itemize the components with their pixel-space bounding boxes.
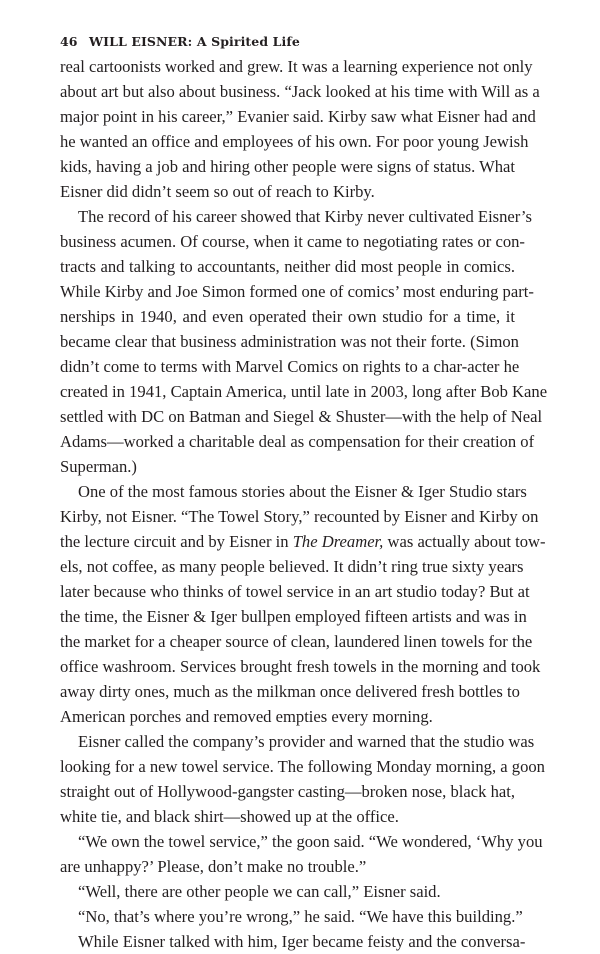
text-line: later because who thinks of towel service in an art studio today? But at [60, 582, 530, 601]
body-text [60, 54, 548, 954]
text-line: nerships in 1940, and even operated their own studio for a time, it [60, 307, 515, 326]
text-line: While Eisner talked with him, Iger became feisty and the conversa- [78, 932, 526, 951]
paragraph [60, 729, 545, 829]
text-line: “We own the towel service,” the goon said. “We wondered, ‘Why you [78, 832, 543, 851]
text-line: business acumen. Of course, when it came to negotiating rates or con- [60, 232, 525, 251]
text-line: settled with DC on Batman and Siegel & Shuster—with the help of Neal [60, 407, 543, 426]
text-line: became clear that business administration was not their forte. (Simon [60, 332, 519, 351]
text-line: office washroom. Services brought fresh towels in the morning and took [60, 657, 541, 676]
text-line: the market for a cheaper source of clean, laundered linen towels for the [60, 632, 533, 651]
text-run: was actually about tow- [383, 532, 546, 551]
text-line: While Kirby and Joe Simon formed one of comics’ most enduring part- [60, 282, 534, 301]
text-line: Kirby, not Eisner. “The Towel Story,” recounted by Eisner and Kirby on [60, 507, 539, 526]
text-line: The record of his career showed that Kirby never cultivated Eisner’s [78, 207, 533, 226]
text-line: els, not coffee, as many people believed. It didn’t ring true sixty years [60, 557, 524, 576]
text-run: the lecture circuit and by Eisner in [60, 532, 293, 551]
text-line: about art but also about business. “Jack looked at his time with Will as a [60, 82, 540, 101]
text-line: straight out of Hollywood-gangster casting—broken nose, black hat, [60, 782, 515, 801]
paragraph [60, 904, 523, 929]
text-line: he wanted an office and employees of his own. For poor young Jewish [60, 132, 529, 151]
text-line: away dirty ones, much as the milkman once delivered fresh bottles to [60, 682, 520, 701]
text-line: real cartoonists worked and grew. It was a learning experience not only [60, 57, 533, 76]
book-title-italic: The Dreamer, [292, 532, 384, 551]
running-head [60, 34, 300, 49]
text-line: Eisner called the company’s provider and warned that the studio was [78, 732, 535, 751]
text-line: American porches and removed empties every morning. [60, 707, 433, 726]
text-line: One of the most famous stories about the Eisner & Iger Studio stars [78, 482, 527, 501]
page-number: 46 [60, 34, 78, 49]
text-line: Eisner did didn’t seem so out of reach to Kirby. [60, 182, 375, 201]
paragraph [60, 829, 543, 879]
text-line: created in 1941, Captain America, until late in 2003, long after Bob Kane [60, 382, 548, 401]
text-line: white tie, and black shirt—showed up at the office. [60, 807, 399, 826]
paragraph [60, 479, 546, 729]
paragraph [60, 54, 540, 204]
text-line: Superman.) [60, 457, 137, 476]
text-line: Adams—worked a charitable deal as compensation for their creation of [60, 432, 535, 451]
paragraph [60, 929, 526, 954]
text-line: “Well, there are other people we can call,” Eisner said. [78, 882, 441, 901]
paragraph [60, 204, 548, 479]
book-title: WILL EISNER: A Spirited Life [89, 34, 300, 49]
text-line: looking for a new towel service. The following Monday morning, a goon [60, 757, 545, 776]
text-line: kids, having a job and hiring other people were signs of status. What [60, 157, 516, 176]
text-line: tracts and talking to accountants, neither did most people in comics. [60, 257, 515, 276]
text-line: are unhappy?’ Please, don’t make no trouble.” [60, 857, 367, 876]
text-line [60, 529, 546, 554]
text-line: the time, the Eisner & Iger bullpen employed fifteen artists and was in [60, 607, 527, 626]
text-line: “No, that’s where you’re wrong,” he said. “We have this building.” [78, 907, 523, 926]
text-line: didn’t come to terms with Marvel Comics on rights to a char-acter he [60, 357, 520, 376]
text-line: major point in his career,” Evanier said. Kirby saw what Eisner had and [60, 107, 536, 126]
paragraph [60, 879, 515, 904]
